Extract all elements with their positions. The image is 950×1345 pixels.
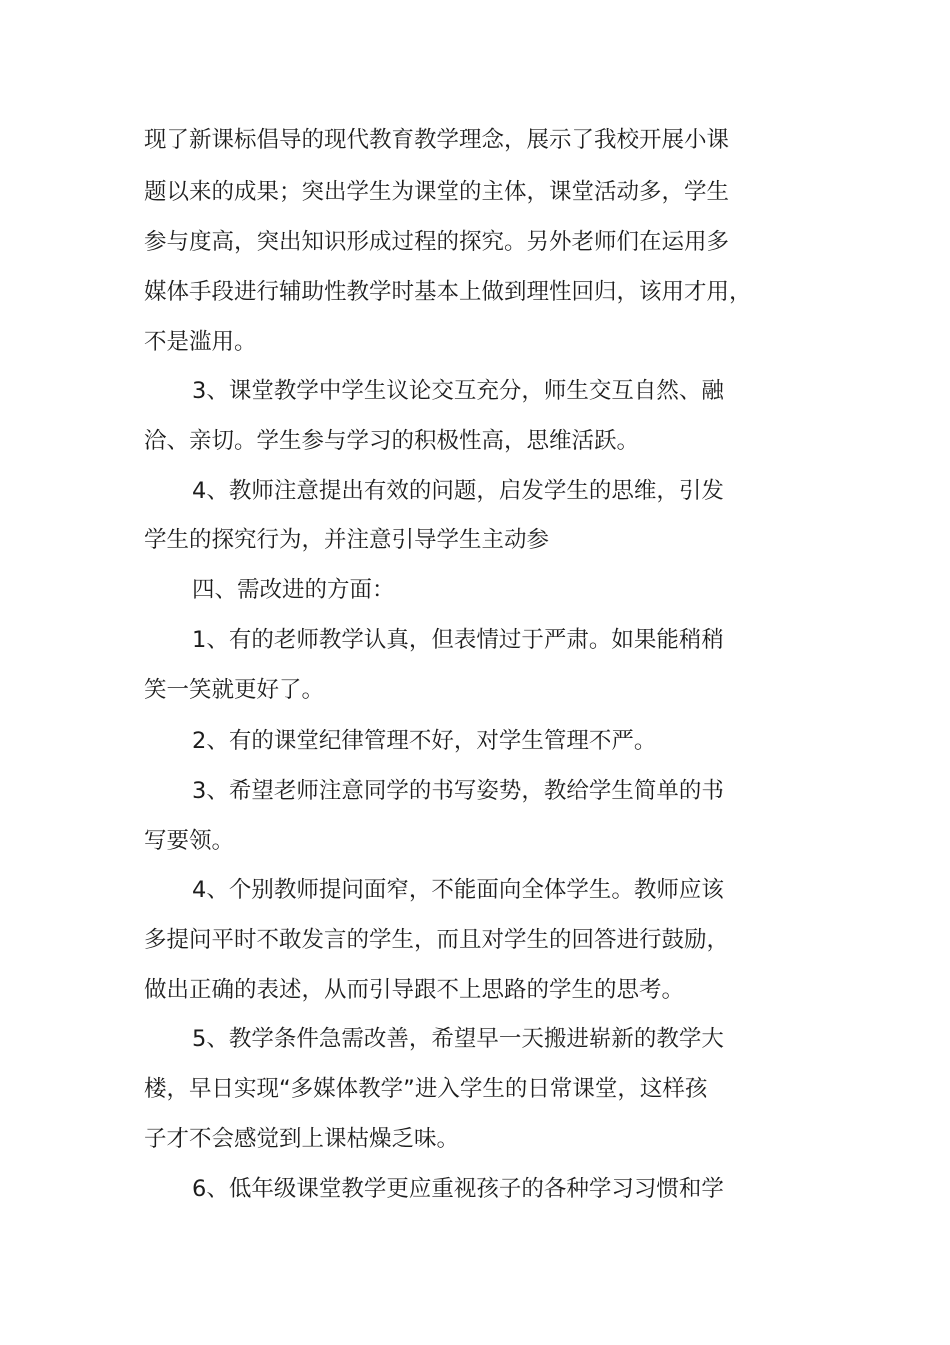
text-line: 参与度高，突出知识形成过程的探究。另外老师们在运用多	[144, 229, 730, 255]
text-line: 洽、亲切。学生参与学习的积极性高，思维活跃。	[144, 428, 640, 454]
text-line: 媒体手段进行辅助性教学时基本上做到理性回归，该用才用，	[144, 279, 752, 305]
text-line: 6、低年级课堂教学更应重视孩子的各种学习习惯和学	[192, 1176, 724, 1202]
text-line: 学生的探究行为，并注意引导学生主动参	[144, 527, 550, 553]
text-line: 楼，早日实现“多媒体教学”进入学生的日常课堂，这样孩	[144, 1076, 708, 1102]
text-line: 5、教学条件急需改善，希望早一天搬进崭新的教学大	[192, 1026, 724, 1052]
text-line: 不是滥用。	[144, 329, 257, 355]
text-line: 子才不会感觉到上课枯燥乏味。	[144, 1126, 460, 1152]
text-line: 4、教师注意提出有效的问题，启发学生的思维，引发	[192, 478, 724, 504]
text-line: 3、希望老师注意同学的书写姿势，教给学生简单的书	[192, 778, 724, 804]
text-line: 多提问平时不敢发言的学生，而且对学生的回答进行鼓励，	[144, 927, 730, 953]
text-line: 2、有的课堂纪律管理不好，对学生管理不严。	[192, 728, 657, 754]
text-line: 现了新课标倡导的现代教育教学理念，展示了我校开展小课	[144, 127, 730, 153]
section-heading: 四、需改进的方面：	[192, 577, 395, 603]
text-line: 3、课堂教学中学生议论交互充分，师生交互自然、融	[192, 378, 724, 404]
text-line: 笑一笑就更好了。	[144, 677, 325, 703]
text-line: 题以来的成果；突出学生为课堂的主体，课堂活动多，学生	[144, 179, 730, 205]
text-line: 4、个别教师提问面窄，不能面向全体学生。教师应该	[192, 877, 724, 903]
text-line: 1、有的老师教学认真，但表情过于严肃。如果能稍稍	[192, 627, 724, 653]
text-line: 做出正确的表述，从而引导跟不上思路的学生的思考。	[144, 977, 685, 1003]
text-line: 写要领。	[144, 828, 235, 854]
